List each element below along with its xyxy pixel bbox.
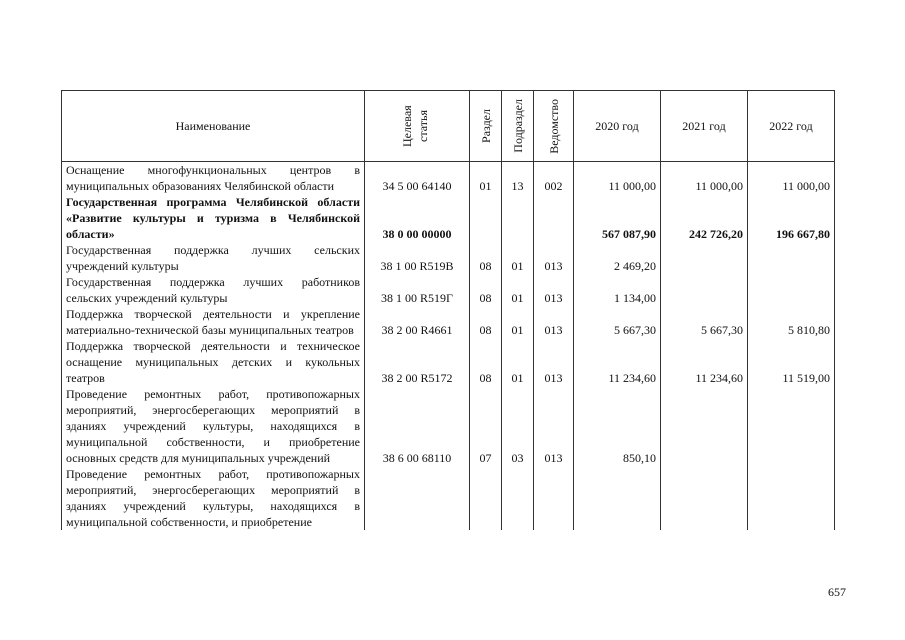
header-section — [470, 91, 502, 162]
row-2020: 11 234,60 — [574, 338, 661, 386]
row-2020: 2 469,20 — [574, 242, 661, 274]
row-2020: 567 087,90 — [574, 194, 661, 242]
header-code-text: Целевая статья — [400, 105, 430, 147]
table-row — [62, 338, 835, 386]
header-department — [534, 91, 574, 162]
table-row — [62, 242, 835, 274]
row-2021 — [661, 242, 748, 274]
table-row — [62, 306, 835, 338]
header-2021: 2021 год — [661, 91, 748, 162]
row-subsection: 03 — [502, 386, 534, 466]
header-name: Наименование — [62, 91, 365, 162]
row-2022: 5 810,80 — [748, 306, 835, 338]
table-row — [62, 386, 835, 466]
row-name: Поддержка творческой деятельности и укрепление материально-технической базы муниципальных театров — [62, 306, 365, 338]
row-2021: 5 667,30 — [661, 306, 748, 338]
row-subsection — [502, 466, 534, 530]
header-row — [62, 91, 835, 162]
row-subsection: 01 — [502, 242, 534, 274]
header-department-text: Ведомство — [546, 98, 561, 154]
row-2022: 11 519,00 — [748, 338, 835, 386]
row-name: Проведение ремонтных работ, противопожарных мероприятий, энергосберегающих мероприятий в зданиях учреждений культуры, находящихся в муниципальной собственности, и приобретение — [62, 466, 365, 530]
row-department: 013 — [534, 386, 574, 466]
row-code — [365, 466, 470, 530]
row-name: Оснащение многофункциональных центров в муниципальных образованиях Челябинской области — [62, 162, 365, 195]
row-section: 01 — [470, 162, 502, 195]
row-subsection: 01 — [502, 274, 534, 306]
row-name: Государственная поддержка лучших работников сельских учреждений культуры — [62, 274, 365, 306]
row-section: 08 — [470, 338, 502, 386]
row-section — [470, 194, 502, 242]
table-row-program — [62, 194, 835, 242]
row-2021: 242 726,20 — [661, 194, 748, 242]
row-code: 38 2 00 R5172 — [365, 338, 470, 386]
row-department: 013 — [534, 306, 574, 338]
row-department: 013 — [534, 274, 574, 306]
header-subsection-text: Подраздел — [510, 99, 525, 153]
row-2020: 11 000,00 — [574, 162, 661, 195]
row-name: Государственная поддержка лучших сельских учреждений культуры — [62, 242, 365, 274]
row-section: 08 — [470, 306, 502, 338]
row-name: Поддержка творческой деятельности и техническое оснащение муниципальных детских и кукольных театров — [62, 338, 365, 386]
row-section — [470, 466, 502, 530]
row-2020: 1 134,00 — [574, 274, 661, 306]
row-2021 — [661, 466, 748, 530]
table-row — [62, 274, 835, 306]
row-department — [534, 194, 574, 242]
row-section: 08 — [470, 242, 502, 274]
row-code: 38 2 00 R4661 — [365, 306, 470, 338]
row-2022 — [748, 274, 835, 306]
header-subsection — [502, 91, 534, 162]
row-2021 — [661, 386, 748, 466]
row-code: 38 0 00 00000 — [365, 194, 470, 242]
table-row — [62, 466, 835, 530]
row-2021: 11 234,60 — [661, 338, 748, 386]
row-subsection: 01 — [502, 338, 534, 386]
row-2021 — [661, 274, 748, 306]
row-2022 — [748, 386, 835, 466]
row-2022 — [748, 466, 835, 530]
row-department — [534, 466, 574, 530]
row-2022: 196 667,80 — [748, 194, 835, 242]
budget-table — [61, 90, 835, 530]
row-2021: 11 000,00 — [661, 162, 748, 195]
header-section-text: Раздел — [478, 109, 493, 143]
header-2020: 2020 год — [574, 91, 661, 162]
row-code: 38 1 00 R519В — [365, 242, 470, 274]
row-2022: 11 000,00 — [748, 162, 835, 195]
row-subsection — [502, 194, 534, 242]
row-department: 013 — [534, 242, 574, 274]
row-code: 38 1 00 R519Г — [365, 274, 470, 306]
row-subsection: 01 — [502, 306, 534, 338]
page-number: 657 — [828, 585, 846, 599]
row-code: 38 6 00 68110 — [365, 386, 470, 466]
row-2020: 5 667,30 — [574, 306, 661, 338]
row-department: 002 — [534, 162, 574, 195]
row-subsection: 13 — [502, 162, 534, 195]
row-section: 07 — [470, 386, 502, 466]
header-code — [365, 91, 470, 162]
header-2022: 2022 год — [748, 91, 835, 162]
row-name: Государственная программа Челябинской области «Развитие культуры и туризма в Челябинской области» — [62, 194, 365, 242]
row-2022 — [748, 242, 835, 274]
row-2020 — [574, 466, 661, 530]
row-code: 34 5 00 64140 — [365, 162, 470, 195]
table-row — [62, 162, 835, 195]
row-department: 013 — [534, 338, 574, 386]
row-name: Проведение ремонтных работ, противопожарных мероприятий, энергосберегающих мероприятий в зданиях учреждений культуры, находящихся в муниципальной собственности, и приобретение основных средств для муниципальных учреждений — [62, 386, 365, 466]
row-2020: 850,10 — [574, 386, 661, 466]
row-section: 08 — [470, 274, 502, 306]
